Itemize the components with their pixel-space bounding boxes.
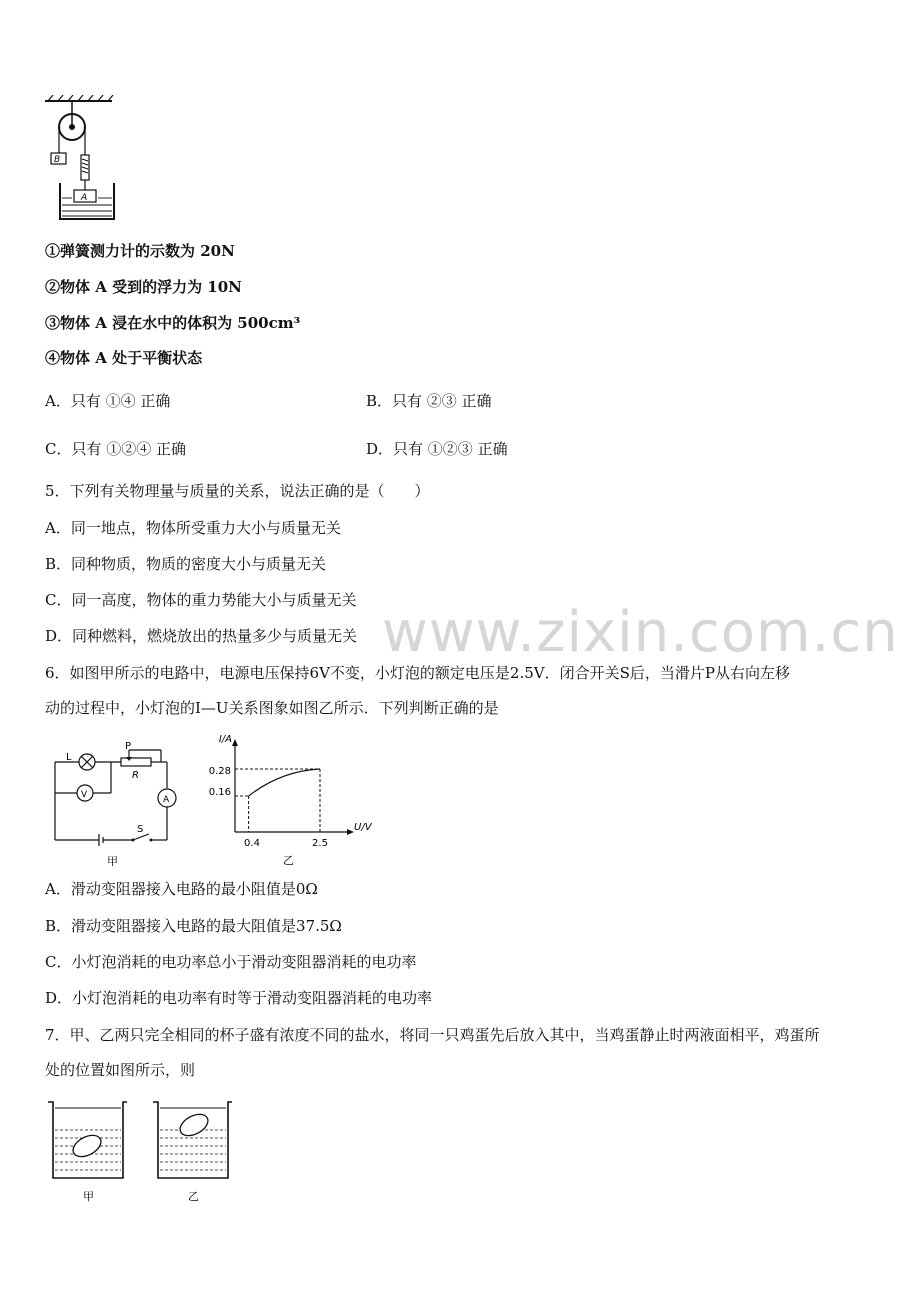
q4-statement-4: ④物体 A 处于平衡状态: [45, 349, 203, 367]
q4-option-a[interactable]: A．只有 ①④ 正确: [45, 392, 171, 410]
q5-option-d[interactable]: D．同种燃料，燃烧放出的热量多少与质量无关: [45, 627, 358, 645]
q7-stem-line2: 处的位置如图所示，则: [45, 1061, 196, 1079]
q6-option-c[interactable]: C．小灯泡消耗的电功率总小于滑动变阻器消耗的电功率: [45, 953, 417, 971]
graph-caption: 乙: [283, 854, 294, 867]
lamp-label: L: [66, 752, 72, 763]
x-axis-label: U/V: [354, 822, 372, 833]
beaker-figure-jia: [45, 1098, 130, 1206]
q4-statement-3: ③物体 A 浸在水中的体积为 500cm³: [45, 314, 301, 332]
watermark: www.zixin.com.cn: [382, 600, 899, 665]
q6-option-b[interactable]: B．滑动变阻器接入电路的最大阻值是37.5Ω: [45, 917, 342, 935]
q6-stem-line1: 6．如图甲所示的电路中，电源电压保持6V不变，小灯泡的额定电压是2.5V．闭合开关S后，当滑片P从右向左移: [45, 664, 790, 682]
beaker-caption-jia: 甲: [83, 1190, 94, 1203]
q4-statement-1: ①弹簧测力计的示数为 20N: [45, 242, 235, 260]
q4-option-d[interactable]: D．只有 ①②③ 正确: [366, 440, 508, 458]
q6-stem-line2: 动的过程中，小灯泡的I—U关系图象如图乙所示．下列判断正确的是: [45, 699, 499, 717]
q5-option-b[interactable]: B．同种物质，物质的密度大小与质量无关: [45, 555, 327, 573]
block-a-label: A: [81, 193, 88, 203]
y-tick-0-16: 0.16: [208, 787, 231, 798]
rheostat-label: R: [132, 770, 139, 781]
q6-option-d[interactable]: D．小灯泡消耗的电功率有时等于滑动变阻器消耗的电功率: [45, 989, 433, 1007]
y-tick-0-28: 0.28: [208, 766, 231, 777]
voltmeter-label: V: [81, 790, 88, 800]
iu-graph: [200, 732, 380, 870]
circuit-caption: 甲: [107, 855, 118, 868]
q5-option-a[interactable]: A．同一地点，物体所受重力大小与质量无关: [45, 519, 341, 537]
q4-option-c[interactable]: C．只有 ①②④ 正确: [45, 440, 187, 458]
circuit-diagram: [45, 738, 190, 868]
x-tick-2-5: 2.5: [312, 838, 328, 849]
q6-option-a[interactable]: A．滑动变阻器接入电路的最小阻值是0Ω: [45, 880, 318, 898]
iu-curve: [249, 769, 320, 796]
q4-statement-2: ②物体 A 受到的浮力为 10N: [45, 278, 242, 296]
x-tick-0-4: 0.4: [244, 838, 260, 849]
switch-label: S: [137, 824, 144, 835]
q5-stem: 5．下列有关物理量与质量的关系，说法正确的是（ ）: [45, 482, 430, 500]
ammeter-label: A: [163, 795, 170, 805]
block-b-label: B: [54, 155, 61, 165]
beaker-caption-yi: 乙: [188, 1190, 199, 1203]
beaker-figure-yi: [150, 1098, 235, 1206]
q5-option-c[interactable]: C．同一高度，物体的重力势能大小与质量无关: [45, 591, 357, 609]
slider-label: P: [125, 741, 132, 752]
pulley-figure: [40, 95, 125, 225]
y-axis-label: I/A: [218, 734, 232, 745]
q4-option-b[interactable]: B．只有 ②③ 正确: [366, 392, 492, 410]
q7-stem-line1: 7．甲、乙两只完全相同的杯子盛有浓度不同的盐水，将同一只鸡蛋先后放入其中，当鸡蛋静止时两液面相平，鸡蛋所: [45, 1026, 820, 1044]
